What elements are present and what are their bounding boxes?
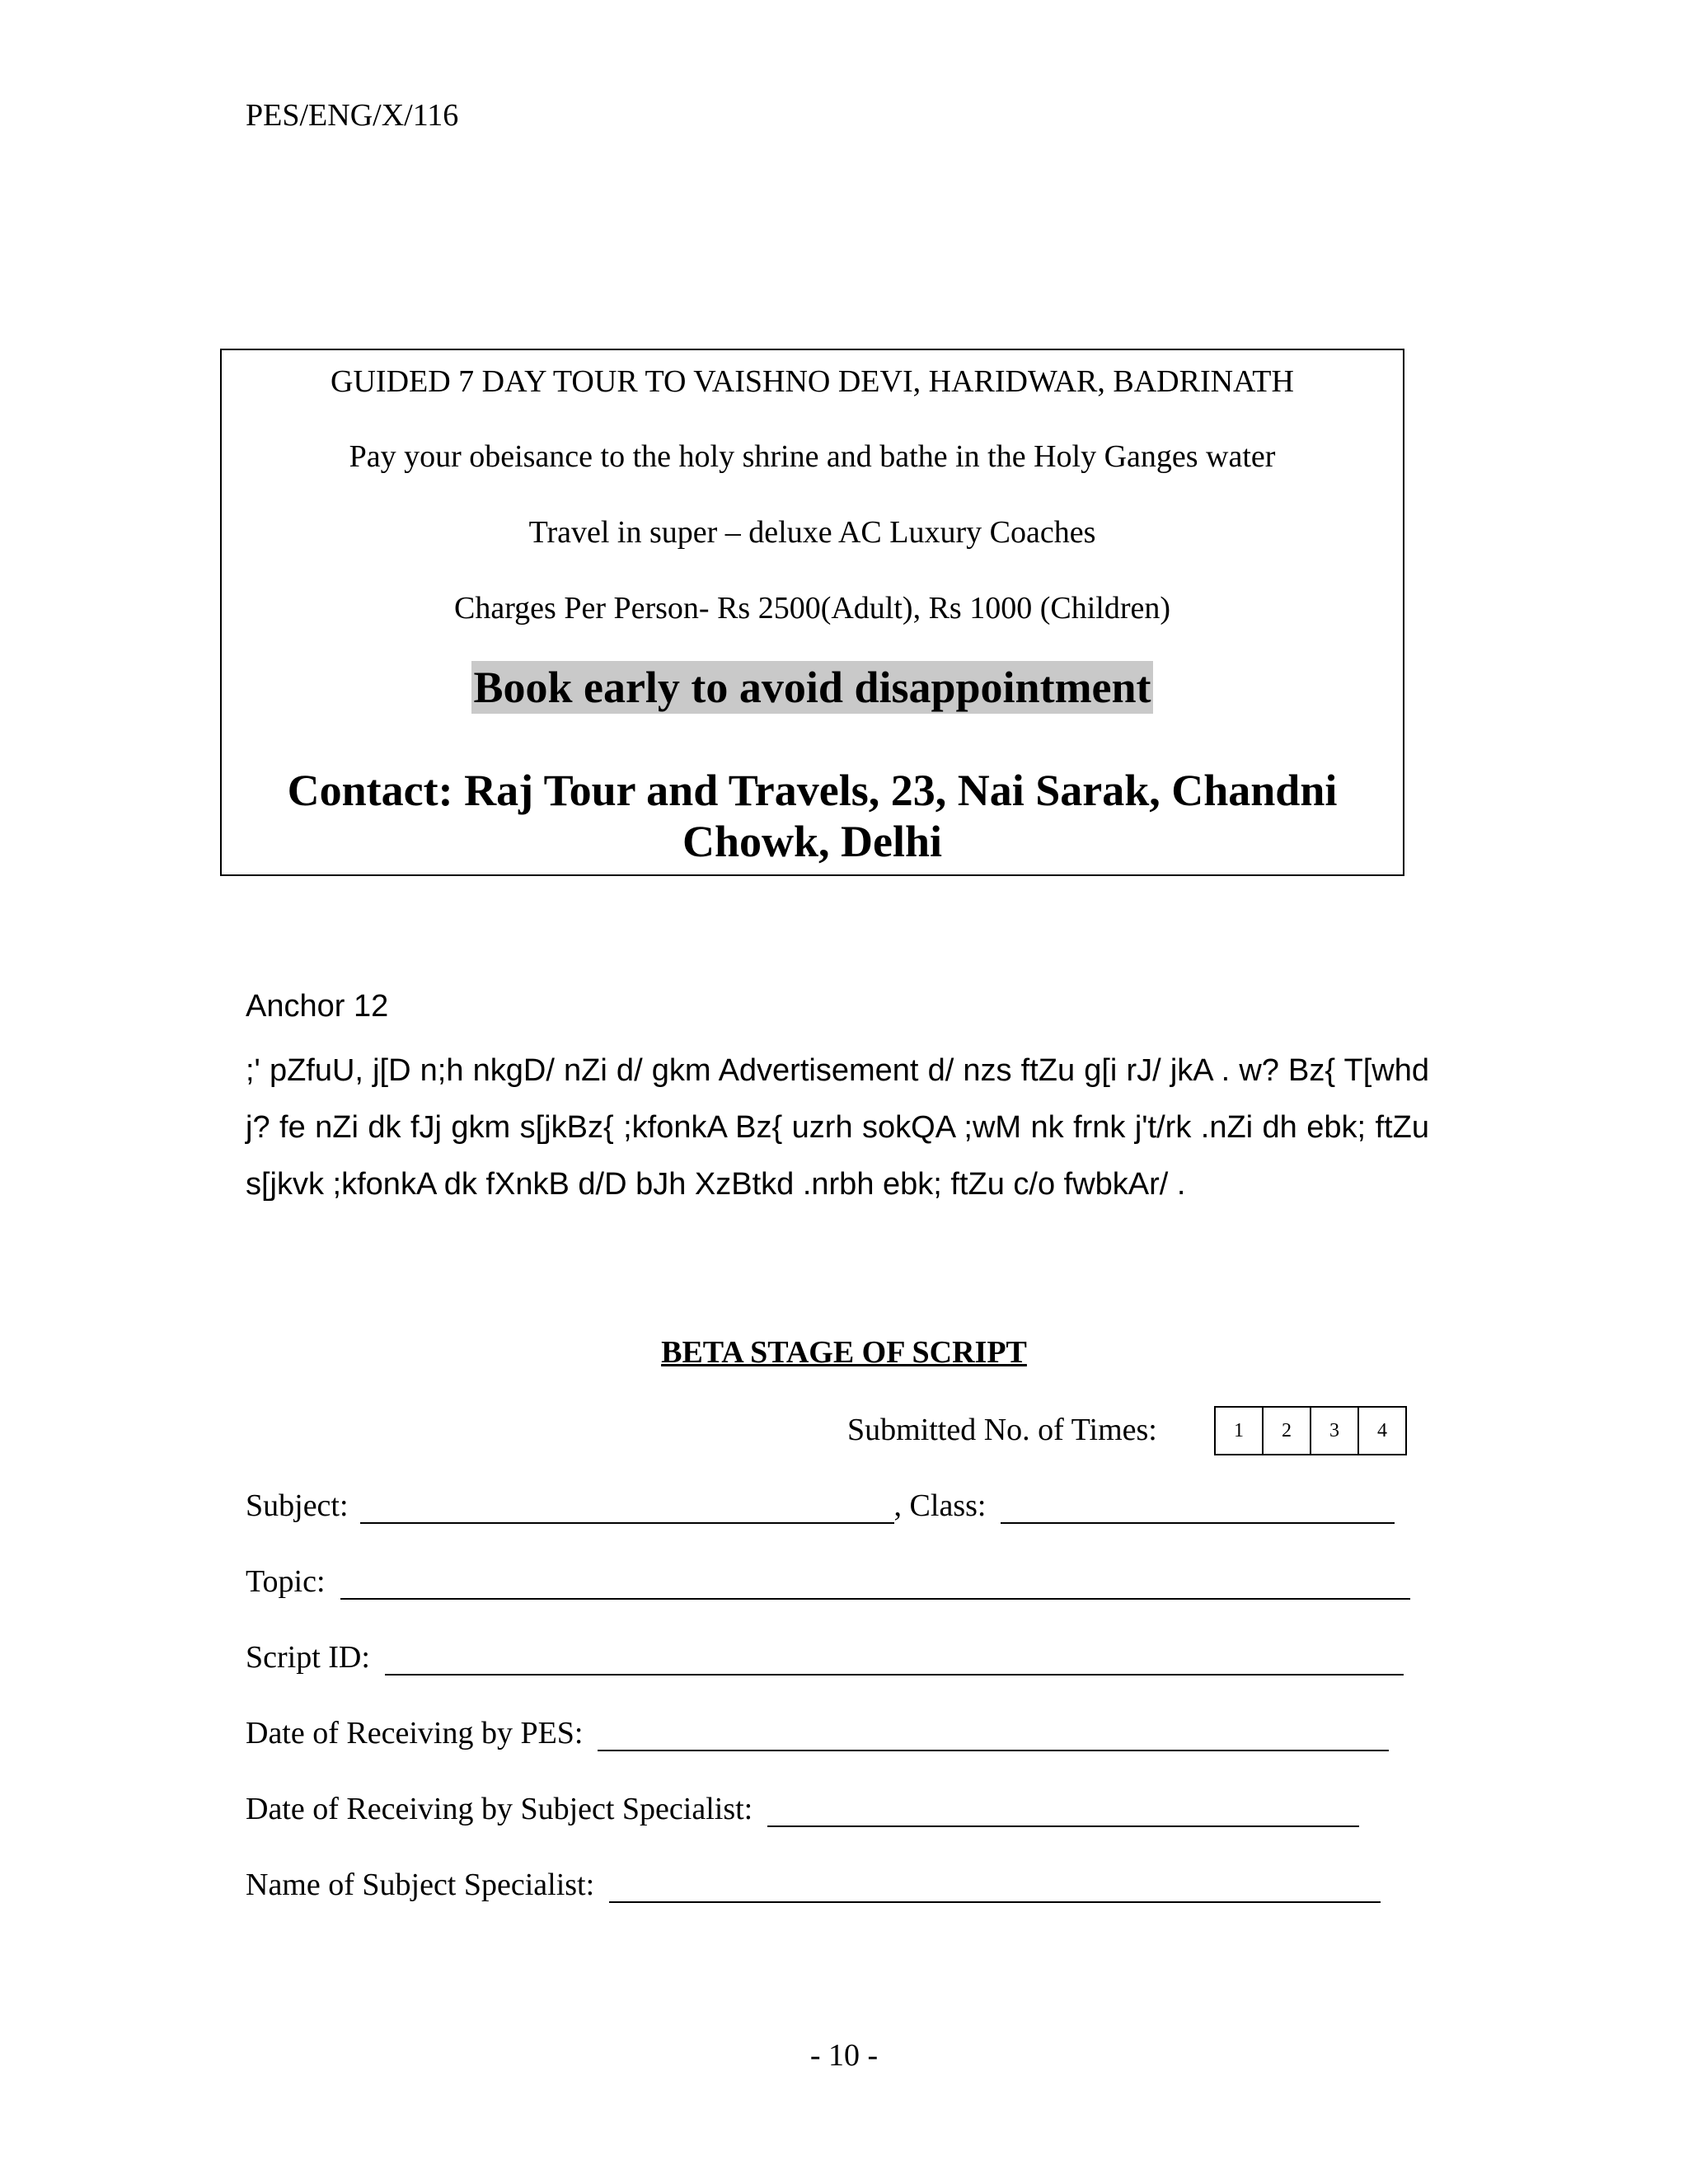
page-number: - 10 -	[809, 2038, 879, 2073]
specialist-name-row	[246, 1867, 1381, 1903]
subject-label: Subject:	[246, 1488, 349, 1523]
class-label: , Class:	[893, 1488, 987, 1523]
submitted-times-boxes	[1214, 1406, 1407, 1455]
ad-line-charges: Charges Per Person- Rs 2500(Adult), Rs 1000 (Children)	[453, 591, 1170, 626]
date-specialist-field[interactable]	[767, 1793, 1359, 1827]
subject-field[interactable]	[360, 1489, 894, 1524]
submitted-box-2[interactable]: 2	[1262, 1406, 1311, 1455]
ad-line-obeisance: Pay your obeisance to the holy shrine and bathe in the Holy Ganges water	[349, 439, 1276, 474]
class-field[interactable]	[1001, 1489, 1395, 1524]
submitted-box-1[interactable]: 1	[1214, 1406, 1264, 1455]
subject-class-row	[246, 1488, 1395, 1524]
advertisement-box	[220, 349, 1404, 876]
document-id: PES/ENG/X/116	[246, 98, 459, 133]
topic-label: Topic:	[246, 1564, 326, 1599]
specialist-name-label: Name of Subject Specialist:	[246, 1868, 595, 1902]
submitted-box-3[interactable]: 3	[1310, 1406, 1359, 1455]
submitted-box-4[interactable]: 4	[1357, 1406, 1407, 1455]
date-specialist-label: Date of Receiving by Subject Specialist:	[246, 1792, 753, 1826]
topic-field[interactable]	[340, 1565, 1410, 1600]
date-pes-row	[246, 1715, 1389, 1751]
ad-book-early	[222, 662, 1403, 713]
beta-stage-title: BETA STAGE OF SCRIPT	[661, 1335, 1027, 1370]
ad-title: GUIDED 7 DAY TOUR TO VAISHNO DEVI, HARIDWAR, BADRINATH	[331, 364, 1294, 399]
ad-line-travel: Travel in super – deluxe AC Luxury Coaches	[528, 515, 1096, 550]
date-specialist-row	[246, 1791, 1359, 1827]
script-id-label: Script ID:	[246, 1640, 370, 1675]
submitted-label: Submitted No. of Times:	[847, 1413, 1157, 1447]
ad-contact: Contact: Raj Tour and Travels, 23, Nai Sarak, Chandni Chowk, Delhi	[287, 766, 1338, 866]
topic-row	[246, 1563, 1410, 1600]
script-id-field[interactable]	[385, 1641, 1404, 1675]
script-id-row	[246, 1639, 1404, 1675]
date-pes-label: Date of Receiving by PES:	[246, 1716, 584, 1750]
date-pes-field[interactable]	[598, 1717, 1389, 1751]
anchor-heading: Anchor 12	[246, 989, 389, 1024]
specialist-name-field[interactable]	[609, 1868, 1381, 1903]
ad-book-early-text: Book early to avoid disappointment	[473, 663, 1151, 712]
anchor-paragraph: ;' pZfuU, j[D n;h nkgD/ nZi d/ gkm Advertisement d/ nzs ftZu g[i rJ/ jkA . w? Bz{ T[whd j? fe nZi dk fJj gkm s[jkBz{ ;kfonkA Bz{ uzrh sokQA ;wM nk frnk j't/rk .nZi dh ebk; ftZu s[jkvk ;kfonkA dk fXnkB d/D bJh XzBtkd .nrbh ebk; ftZu c/o fwbkAr/ .	[246, 1053, 1429, 1202]
